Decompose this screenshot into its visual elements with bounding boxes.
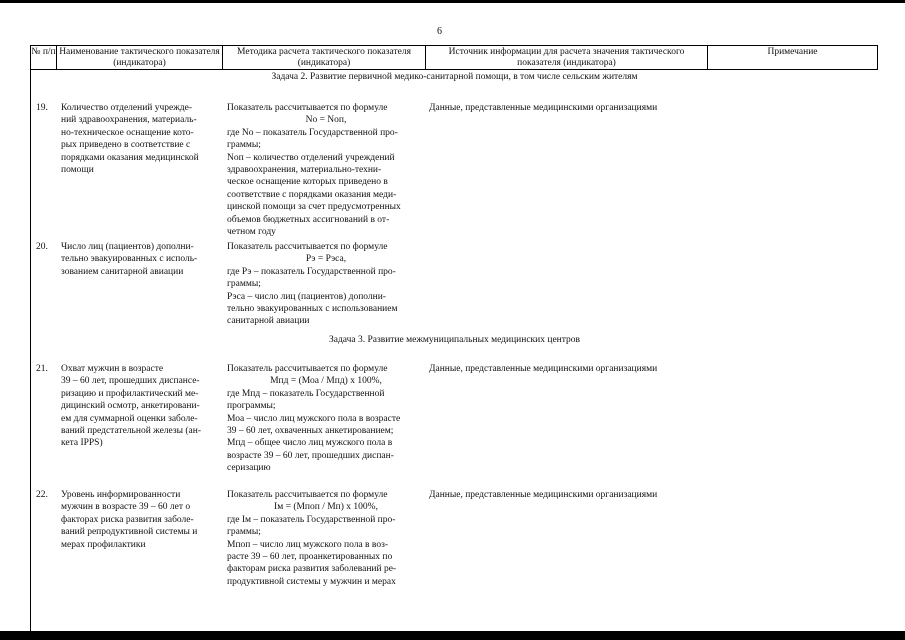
row-number: 20. [36,242,48,252]
indicator-method: Показатель рассчитывается по формуле Nо = Nоп, где Nо – показатель Государственной про- граммы; Nоп – количество отделений учреждений здравоохранения, материально-техни- ческое оснащение которых приведено в соответствие с порядками оказания меди- цинской помощи за счет предусмотренных объемов бюджетных ассигнований в от- четном году [227,103,401,238]
header-col-note: Примечание [767,47,818,57]
indicator-source: Данные, представленные медицинскими организациями [429,103,658,113]
scan-edge-top [0,0,905,3]
indicator-name: Число лиц (пациентов) дополни- тельно эвакуированных с исполь- зованием санитарной авиации [61,242,198,277]
page-number: 6 [437,26,442,37]
indicator-name: Охват мужчин в возрасте 39 – 60 лет, прошедших диспансе- ризацию и профилактический ме- дицинский осмотр, анкетировани- ем для суммарной оценки заболе- ваний предстательной железы (ан- кета IPPS) [61,364,202,449]
header-col-name: Наименование тактического показателя (индикатора) [57,46,223,70]
table-header [31,45,878,70]
indicator-method: Показатель рассчитывается по формуле Рэ = Рэса, где Рэ – показатель Государственной про- граммы; Рэса – число лиц (пациентов) дополни- тельно эвакуированных с использованием санитарной авиации [227,242,398,327]
indicator-name: Уровень информированности мужчин в возрасте 39 – 60 лет о факторах риска развития заболе- ваний репродуктивной системы и мерах профилактики [61,490,198,550]
row-number: 22. [36,490,48,500]
task-2-title: Задача 2. Развитие первичной медико-санитарной помощи, в том числе сельским жителям [271,72,638,82]
indicator-method: Показатель рассчитывается по формуле Мпд = (Моа / Мпд) х 100%, где Мпд – показатель Государственной программы; Моа – число лиц мужского пола в возрасте 39 – 60 лет, охваченных анкетированием; Мпд – общее число лиц мужского пола в возрасте 39 – 60 лет, прошедших диспан- серизацию [227,364,401,474]
indicator-source: Данные, представленные медицинскими организациями [429,490,658,500]
row-number: 21. [36,364,48,374]
indicator-table [30,45,878,637]
row-number: 19. [36,103,48,113]
header-col-num: № п/п [31,46,57,70]
task-3-title: Задача 3. Развитие межмуниципальных медицинских центров [328,335,581,345]
scan-edge-bottom [0,631,905,640]
header-col-method: Методика расчета тактического показателя (индикатора) [223,46,426,70]
indicator-name: Количество отделений учрежде- ний здравоохранения, материаль- но-техническое оснащение кото- рых приведено в соответствие с порядками оказания медицинской помощи [61,103,199,176]
indicator-method: Показатель рассчитывается по формуле Iм = (Мпоп / Мп) х 100%, где Iм – показатель Государственной про- граммы; Мпоп – число лиц мужского пола в воз- расте 39 – 60 лет, проанкетированных по факторам риска развития заболеваний ре- продуктивной системы у мужчин и мерах [227,490,397,587]
header-col-source: Источник информации для расчета значения тактического показателя (индикатора) [426,46,708,70]
indicator-source: Данные, представленные медицинскими организациями [429,364,658,374]
